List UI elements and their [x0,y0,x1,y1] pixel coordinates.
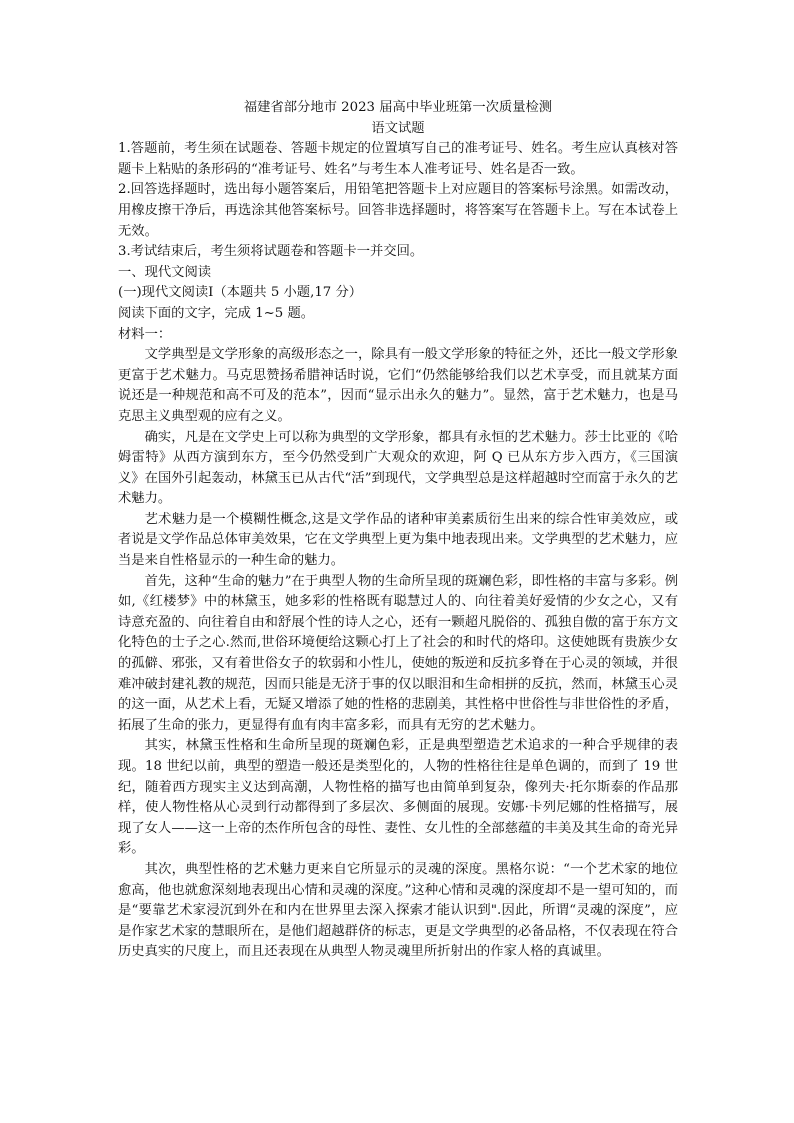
section-heading: 一、现代文阅读 [118,264,212,280]
paragraph: 文学典型是文学形象的高级形态之一，除具有一般文学形象的特征之外，还比一般文学形象更富于艺术魅力。马克思赞扬希腊神话时说，它们“仍然能够给我们以艺术享受，而且就某方面说还是一种规范和高不可及的范本”，因而“显示出永久的魅力”。显然，富于艺术魅力，也是马克思主义典型观的应有之义。 [118,347,678,424]
exam-title: 福建省部分地市 2023 届高中毕业班第一次质量检测 [243,100,553,115]
paragraph: 确实，凡是在文学史上可以称为典型的文学形象，都具有永恒的艺术魅力。莎士比亚的《哈姆雷特》从西方演到东方，至今仍然受到广大观众的欢迎，阿 Q 已从东方步入西方，《三国演义》在国外引起轰动，林黛玉已从古代“活”到现代，文学典型总是这样超越时空而富于永久的艺术魅力。 [118,429,678,507]
instruction-2: 2.回答选择题时，选出每小题答案后，用铅笔把答题卡上对应题目的答案标号涂黑。如需改动，用橡皮擦干净后，再选涂其他答案标号。回答非选择题时，将答案写在答题卡上。写在本试卷上无效。 [118,182,678,239]
paragraph: 首先，这种“生命的魅力”在于典型人物的生命所呈现的斑斓色彩，即性格的丰富与多彩。例如,《红楼梦》中的林黛玉，她多彩的性格既有聪慧过人的、向往着美好爱情的少女之心，又有诗意充盈的、向往着自由和舒展个性的诗人之心，还有一颗超凡脱俗的、孤独自傲的富于东方文化特色的士子之心.然而,世俗环境便给这颗心打上了社会的和时代的烙印。这使她既有贵族少女的孤僻、邪张，又有着世俗女子的软弱和小性儿，使她的叛逆和反抗多脊在于心灵的领域，并很难冲破封建礼教的规范，因而只能是无济于事的仅以眼泪和生命相拼的反抗，然而，林黛玉心灵的这一面，从艺术上看，无疑又增添了她的性格的悲剧美，其性格中世俗性与非世俗性的矛盾，拓展了生命的张力，更显得有血有肉丰富多彩，而具有无穷的艺术魅力。 [118,573,678,733]
exam-page [118,98,678,963]
reading-prompt: 阅读下面的文字，完成 1~5 题。 [118,305,315,321]
instruction-3: 3.考试结束后，考生须将试题卷和答题卡一并交回。 [118,244,424,260]
paragraph: 其次，典型性格的艺术魅力更来自它所显示的灵魂的深度。黑格尔说：“一个艺术家的地位愈高，他也就愈深刻地表现出心情和灵魂的深度。”这种心情和灵魂的深度却不是一望可知的，而是“要靠艺术家浸沉到外在和内在世界里去深入探索才能认识到".因此，所谓“灵魂的深度”，应是作家艺术家的慧眼所在，是他们超越群侪的标志，更是文学典型的必备品格，不仅表现在符合历史真实的尺度上，而且还表现在从典型人物灵魂里所折射出的作家人格的真诚里。 [118,861,678,960]
instruction-1: 1.答题前，考生须在试题卷、答题卡规定的位置填写自己的准考证号、姓名。考生应认真核对答题卡上粘贴的条形码的“准考证号、姓名”与考生本人准考证号、姓名是否一致。 [118,141,678,177]
material-label: 材料一： [118,326,172,342]
paragraph: 艺术魅力是一个模糊性概念,这是文学作品的诸种审美素质衍生出来的综合性审美效应，或者说是文学作品总体审美效果，它在文学典型上更为集中地表现出来。文学典型的艺术魅力，应当是来自性格显示的一种生命的魅力。 [118,511,678,569]
subsection-heading: (一)现代文阅读Ⅰ（本题共 5 小题,17 分） [118,285,363,301]
exam-subtitle: 语文试题 [371,120,425,136]
paragraph: 其实，林黛玉性格和生命所呈现的斑斓色彩，正是典型塑造艺术追求的一种合乎规律的表现。18 世纪以前，典型的塑造一般还是类型化的，人物的性格往往是单色调的，而到了 19 世纪，随着西方现实主义达到高潮，人物性格的描写也由简单到复杂，像列夫·托尔斯泰的作品那样，使人物性格从心灵到行动都得到了多层次、多侧面的展现。安娜·卡列尼娜的性格描写，展现了女人——这一上帝的杰作所包含的母性、妻性、女儿性的全部慈蕴的丰美及其生命的奇光异彩。 [118,738,678,857]
